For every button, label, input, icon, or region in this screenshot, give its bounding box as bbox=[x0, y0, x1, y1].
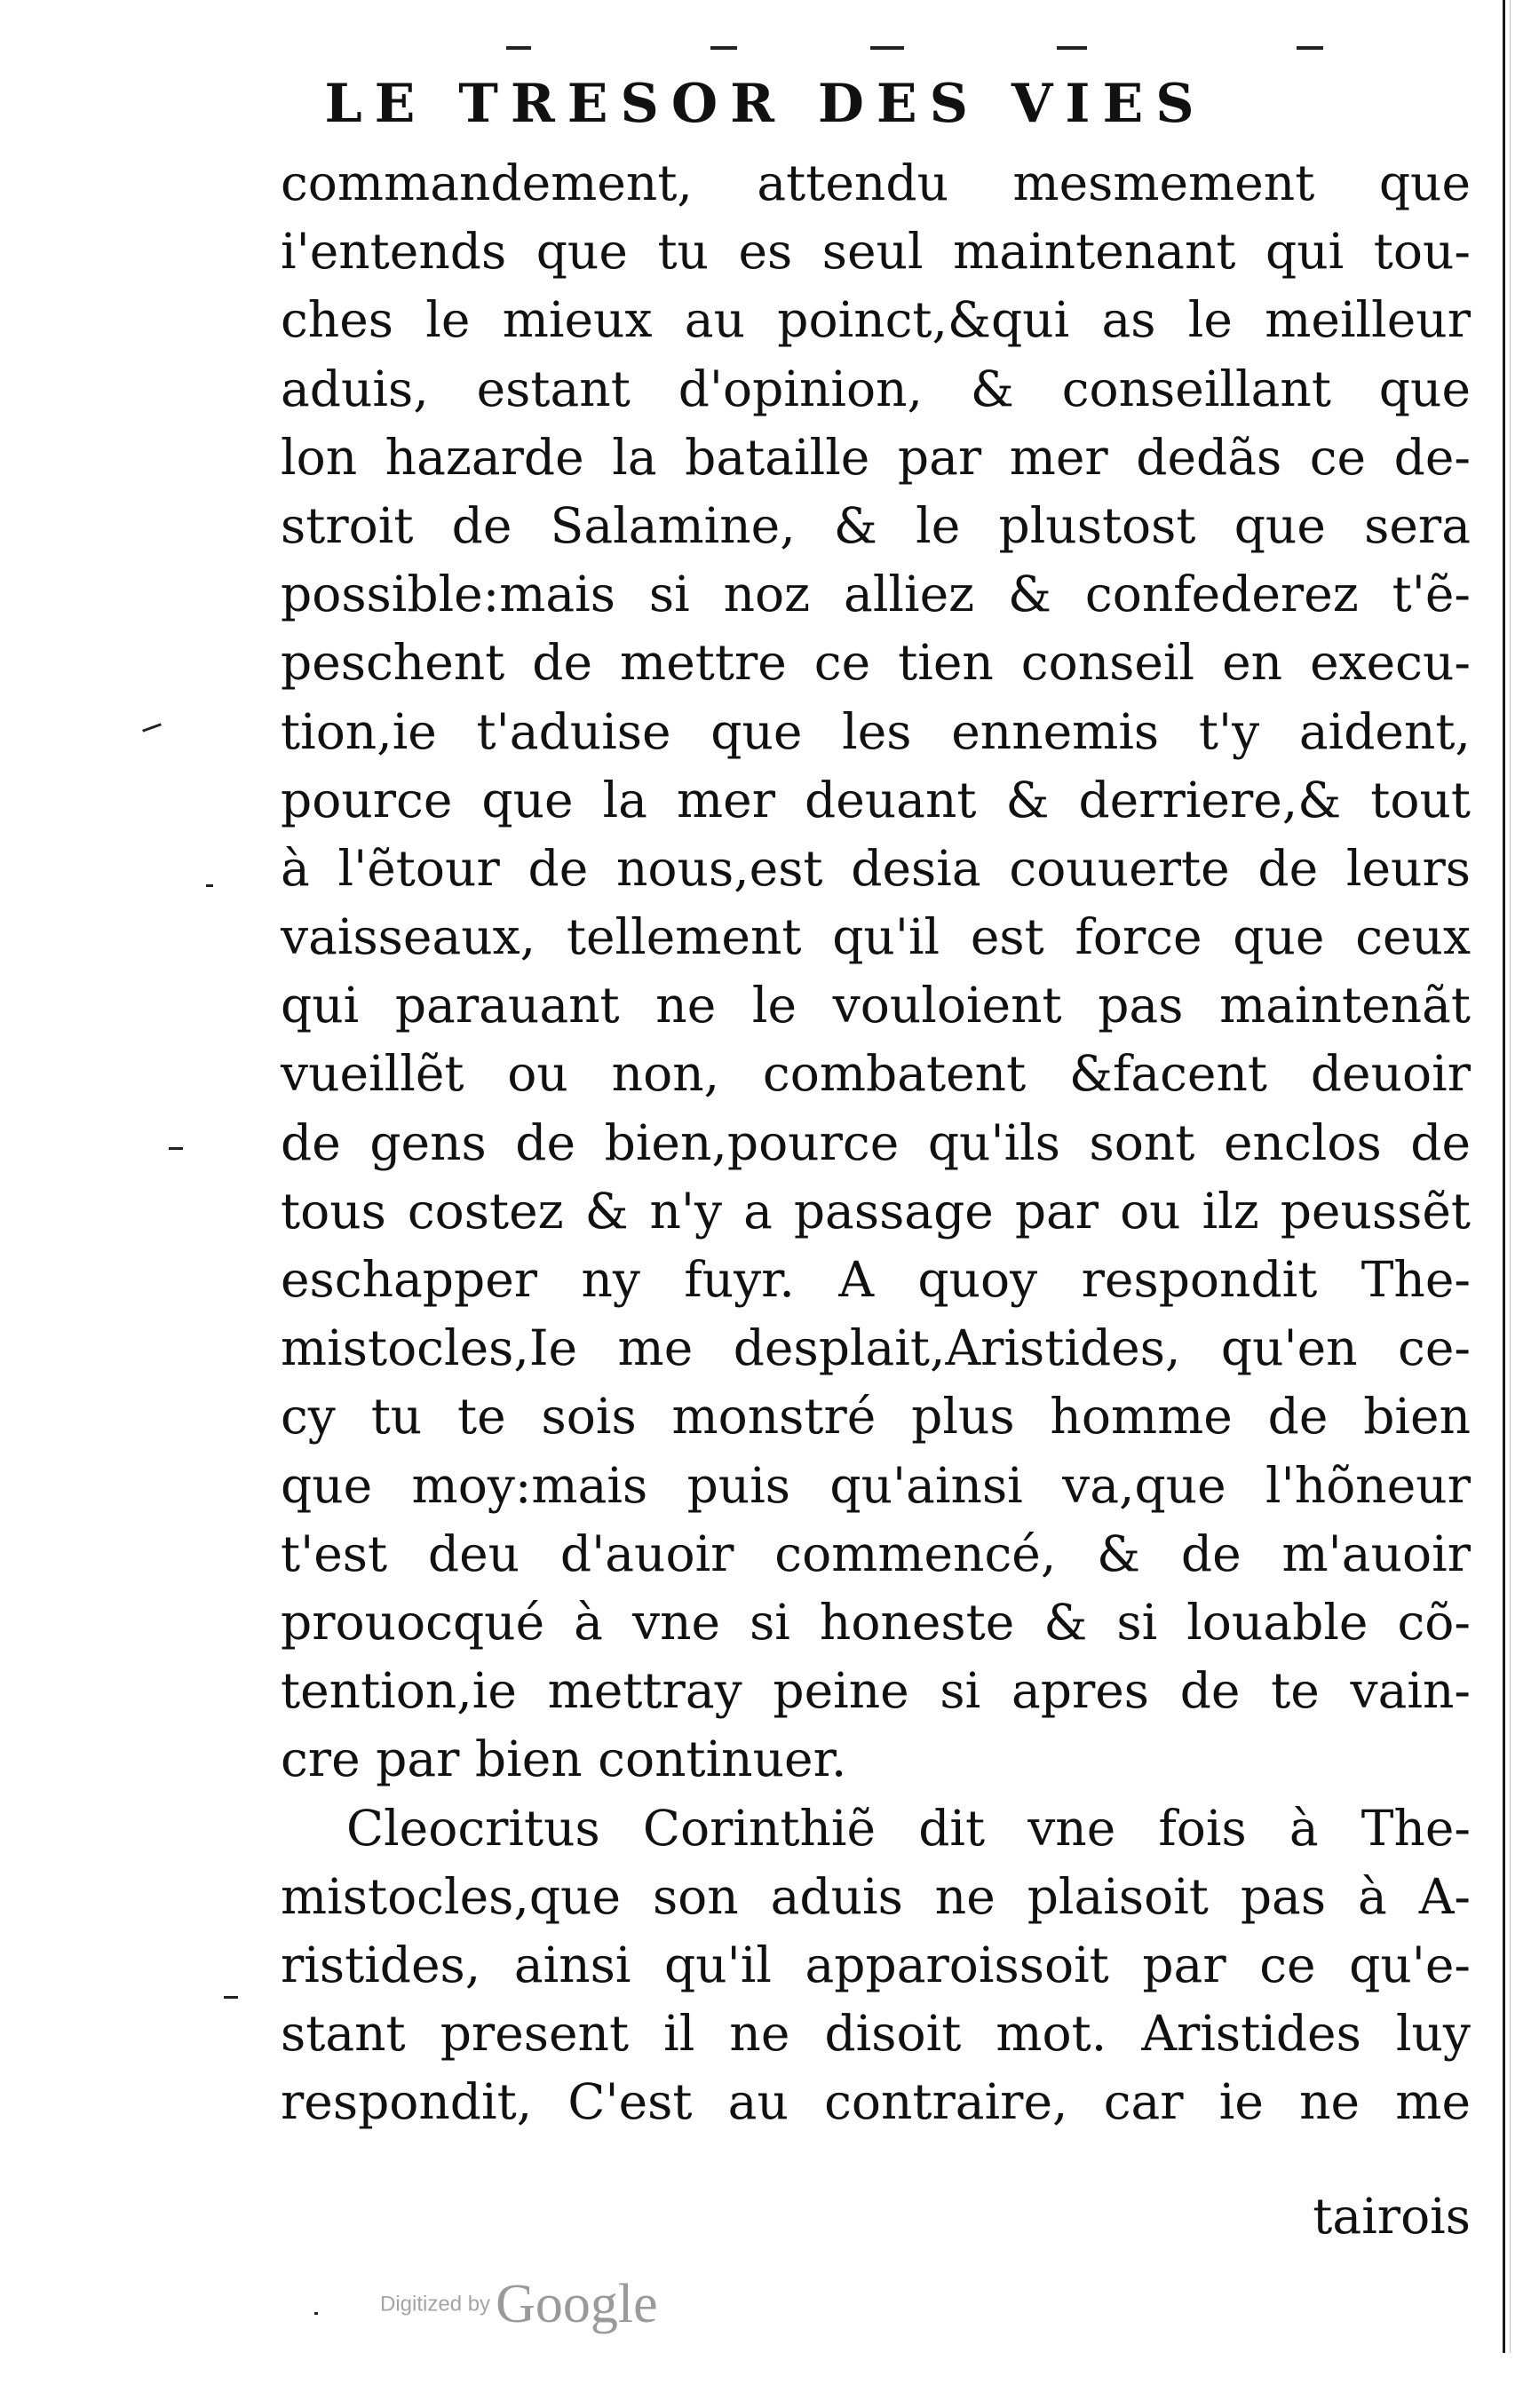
text-line: que moy:mais puis qu'ainsi va,que l'hõneur bbox=[281, 1456, 1471, 1514]
text-line: lon hazarde la bataille par mer dedãs ce de- bbox=[281, 428, 1471, 486]
catchword: tairois bbox=[1313, 2188, 1471, 2245]
text-line: cy tu te sois monstré plus homme de bien bbox=[281, 1388, 1471, 1446]
text-line: pource que la mer deuant & derriere,& tout bbox=[281, 771, 1471, 828]
text-line: eschapper ny fuyr. A quoy respondit The- bbox=[281, 1251, 1471, 1308]
text-line: qui parauant ne le vouloient pas maintenãt bbox=[281, 977, 1471, 1034]
text-line: ristides, ainsi qu'il apparoissoit par ce qu'e- bbox=[281, 1936, 1471, 1993]
top-rule-marks bbox=[497, 46, 1368, 51]
text-line: t'est deu d'auoir commencé, & de m'auoir bbox=[281, 1525, 1471, 1582]
margin-mark bbox=[224, 1996, 238, 1999]
text-line: stroit de Salamine, & le plustost que sera bbox=[281, 496, 1471, 554]
running-head: LE TRESOR DES VIES bbox=[324, 73, 1207, 135]
page-edge-rule bbox=[1503, 0, 1505, 2353]
text-line: tention,ie mettray peine si apres de te vain- bbox=[281, 1662, 1471, 1720]
page-edge-rule-inner bbox=[1510, 0, 1511, 2353]
text-line: mistocles,Ie me desplait,Aristides, qu'en ce- bbox=[281, 1319, 1471, 1377]
margin-mark bbox=[169, 1147, 183, 1150]
text-line: prouocqué à vne si honeste & si louable cõ- bbox=[281, 1593, 1471, 1651]
text-line: de gens de bien,pource qu'ils sont enclos de bbox=[281, 1113, 1471, 1171]
text-line: commandement, attendu mesmement que bbox=[281, 154, 1471, 211]
text-line: tion,ie t'aduise que les ennemis t'y aident, bbox=[281, 702, 1471, 760]
text-line: stant present il ne disoit mot. Aristides luy bbox=[281, 2005, 1471, 2063]
text-line: respondit, C'est au contraire, car ie ne me bbox=[281, 2073, 1471, 2131]
margin-mark bbox=[142, 723, 162, 732]
paragraph-start-line: Cleocritus Corinthiẽ dit vne fois à The- bbox=[346, 1799, 1471, 1857]
body-text bbox=[281, 149, 1471, 2136]
margin-mark bbox=[206, 884, 213, 887]
text-line: ches le mieux au poinct,&qui as le meilleur bbox=[281, 291, 1471, 349]
text-line: possible:mais si noz alliez & confederez t'ẽ- bbox=[281, 566, 1471, 623]
text-line: vaisseaux, tellement qu'il est force que ceux bbox=[281, 908, 1471, 966]
text-line: vueillẽt ou non, combatent &facent deuoir bbox=[281, 1045, 1471, 1103]
text-line: tous costez & n'y a passage par ou ilz peussẽt bbox=[281, 1182, 1471, 1240]
margin-mark bbox=[314, 2312, 318, 2315]
text-line: aduis, estant d'opinion, & conseillant que bbox=[281, 360, 1471, 417]
text-line: cre par bien continuer. bbox=[281, 1731, 847, 1788]
google-wordmark: Google bbox=[496, 2274, 658, 2334]
text-line: à l'ẽtour de nous,est desia couuerte de leurs bbox=[281, 839, 1471, 897]
text-line: peschent de mettre ce tien conseil en execu- bbox=[281, 634, 1471, 692]
text-line: i'entends que tu es seul maintenant qui tou- bbox=[281, 223, 1471, 281]
watermark-prefix: Digitized by bbox=[380, 2292, 491, 2317]
digitization-watermark bbox=[380, 2273, 658, 2336]
text-line: mistocles,que son aduis ne plaisoit pas à A- bbox=[281, 1867, 1471, 1925]
